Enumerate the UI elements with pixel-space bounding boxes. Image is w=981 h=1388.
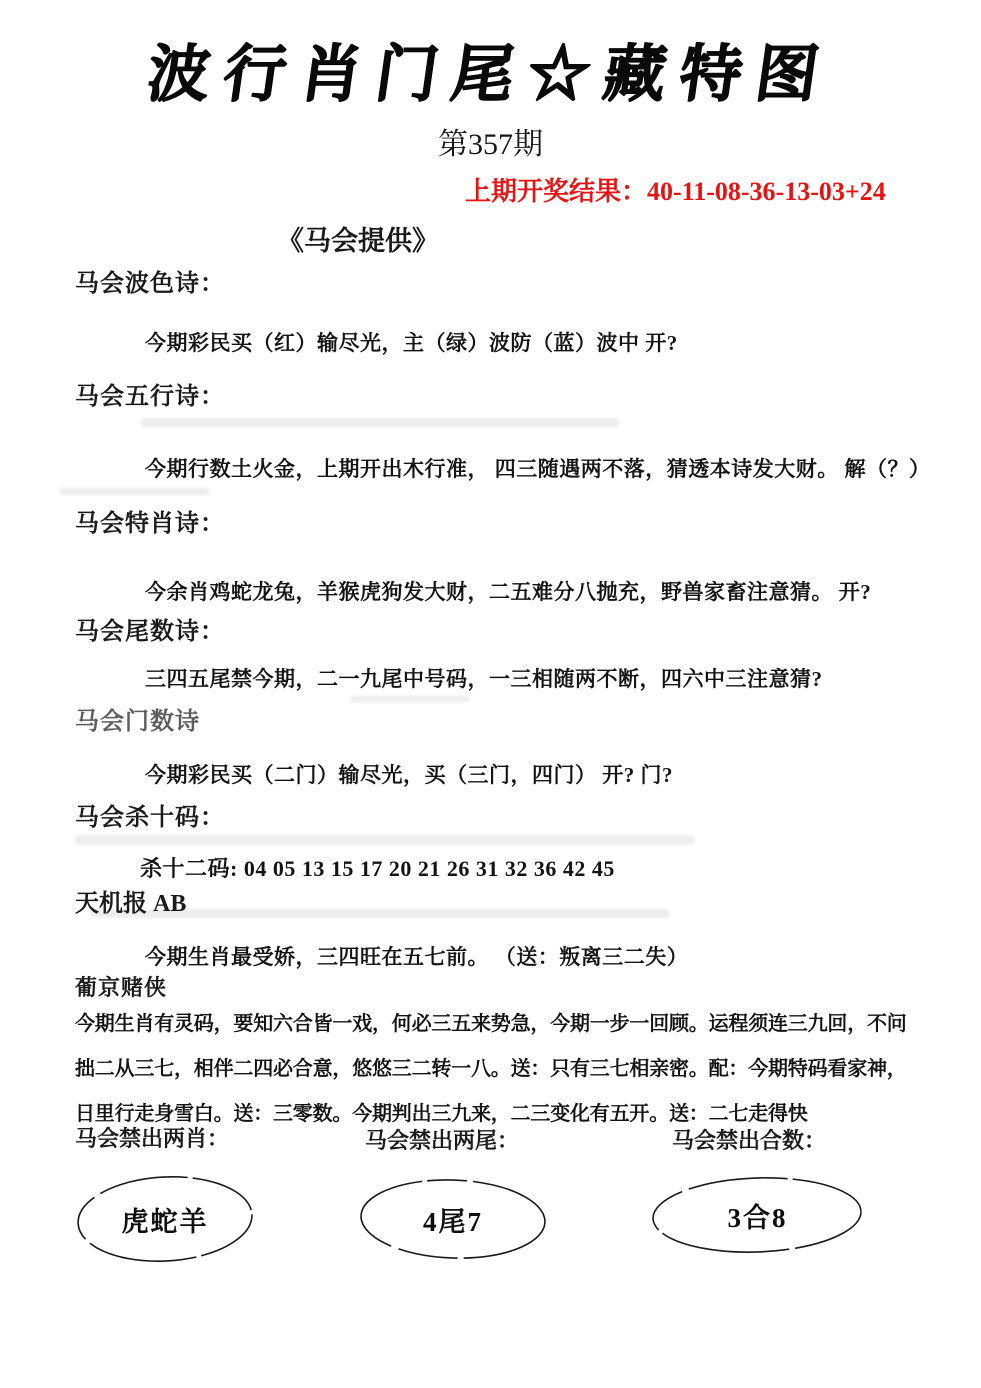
- forbidden-zodiac-badge: [75, 1174, 255, 1264]
- poem-wuxing: 今期行数土火金，上期开出木行准， 四三随遇两不落，猜透本诗发大财。 解（？）: [145, 457, 931, 481]
- forbidden-zodiac-value: 虎蛇羊: [121, 1206, 209, 1237]
- poem-weishu: 三四五尾禁今期，二一九尾中号码，一三相随两不断，四六中三注意猜?: [145, 667, 823, 691]
- issue-number: 第357期: [438, 128, 543, 161]
- section-heading-bose: 马会波色诗：: [75, 271, 225, 297]
- kill-numbers-row: 杀十二码: 04 05 13 15 17 20 21 26 31 32 36 42 45: [140, 856, 615, 881]
- poem-menshu: 今期彩民买（二门）输尽光，买（三门，四门） 开? 门?: [145, 763, 673, 787]
- forbidden-sum-badge: [650, 1175, 865, 1255]
- pujing-paragraph-line: 今期生肖有灵码，要知六合皆一戏，何必三五来势急，今期一步一回顾。运程须连三九回，不问: [75, 1013, 907, 1035]
- forbidden-tail-value: 4尾7: [423, 1207, 483, 1237]
- scan-artifact: [60, 488, 210, 495]
- last-result-label: 上期开奖结果：: [465, 177, 648, 206]
- forbidden-sum-heading: 马会禁出合数：: [672, 1128, 827, 1153]
- page-title: 波行肖门尾☆藏特图: [142, 41, 837, 109]
- last-result-numbers: 40-11-08-36-13-03+24: [647, 177, 886, 206]
- scan-artifact: [350, 696, 470, 702]
- forbidden-tail-badge: [358, 1177, 548, 1262]
- section-heading-shashima: 马会杀十码：: [75, 805, 225, 831]
- section-heading-tianjibao: 天机报 AB: [75, 891, 187, 917]
- forbidden-zodiac-heading: 马会禁出两肖：: [75, 1126, 230, 1151]
- forbidden-sum-value: 3合8: [727, 1202, 788, 1233]
- section-heading-wuxing: 马会五行诗：: [75, 384, 225, 410]
- pujing-paragraph-line: 日里行走身雪白。送：三零数。今期判出三九来，二三变化有五开。送：二七走得快: [75, 1103, 808, 1125]
- poem-bose: 今期彩民买（红）输尽光，主（绿）波防（蓝）波中 开?: [145, 331, 678, 355]
- section-heading-pujing: 葡京赌侠: [75, 975, 168, 1000]
- section-heading-texiao: 马会特肖诗：: [75, 511, 225, 537]
- scan-artifact: [90, 909, 670, 918]
- provider-line: 《马会提供》: [277, 226, 439, 256]
- scan-artifact: [75, 835, 695, 845]
- poem-tianjibao: 今期生肖最受娇，三四旺在五七前。 （送：叛离三二失）: [145, 945, 689, 969]
- forbidden-tail-heading: 马会禁出两尾：: [365, 1128, 520, 1153]
- pujing-paragraph-line: 拙二从三七，相伴二四必合意，悠悠三二转一八。送：只有三七相亲密。配：今期特码看家神，: [75, 1058, 907, 1080]
- poem-texiao: 今余肖鸡蛇龙兔，羊猴虎狗发大财，二五难分八抛充，野兽家畜注意猜。 开?: [145, 580, 872, 604]
- last-result-line: [465, 171, 886, 208]
- section-heading-menshu: 马会门数诗: [75, 709, 200, 735]
- scan-artifact: [140, 418, 620, 427]
- section-heading-weishu: 马会尾数诗：: [75, 619, 225, 645]
